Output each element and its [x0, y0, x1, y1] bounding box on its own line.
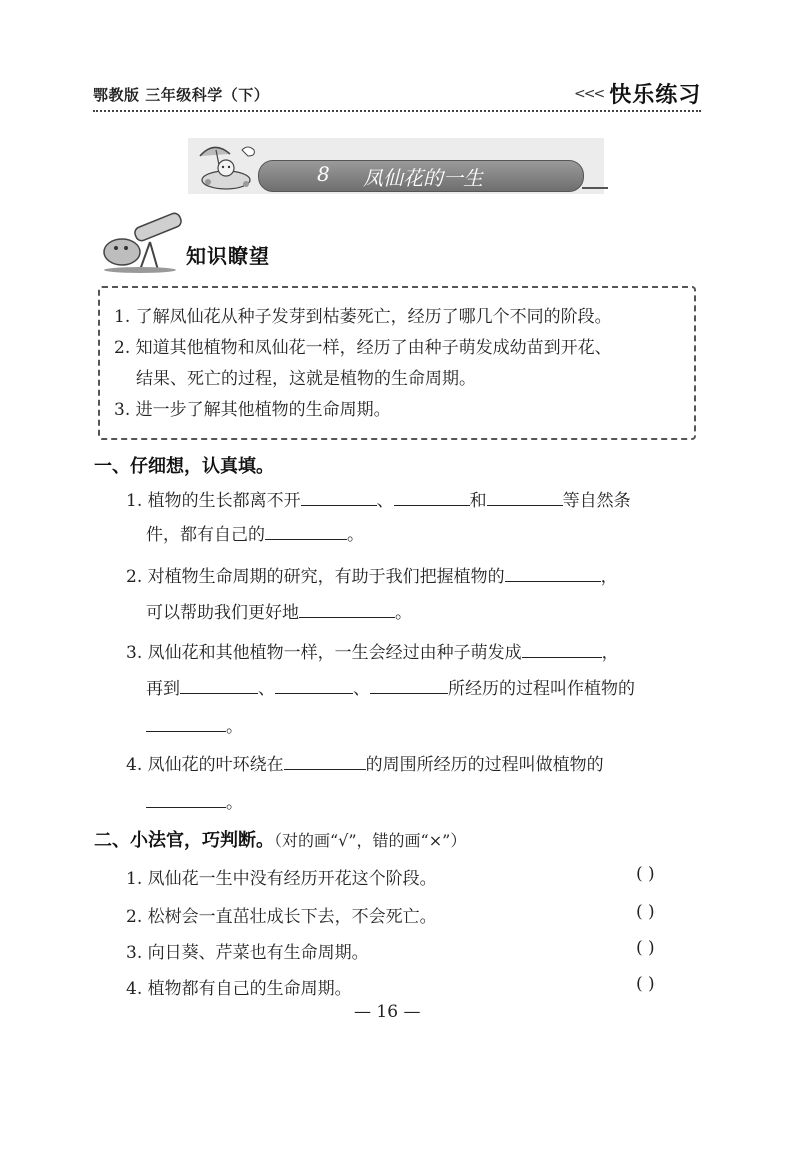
question-3-line-2: 再到 、 、 所经历的过程叫作植物的: [146, 674, 635, 699]
question-4-line-2: 。: [146, 788, 243, 813]
knowledge-line-1: 1. 了解凤仙花从种子发芽到枯萎死亡，经历了哪几个不同的阶段。: [114, 307, 612, 327]
section-2-header: [94, 826, 466, 852]
blank[interactable]: [394, 486, 470, 506]
lesson-title-banner: [258, 160, 584, 192]
knowledge-box: [98, 286, 696, 440]
blank[interactable]: [146, 788, 226, 808]
question-3-line-1: 3. 凤仙花和其他植物一样，一生会经过由种子萌发成 ，: [126, 638, 619, 663]
telescope-illustration-icon: [100, 212, 186, 274]
blank[interactable]: [370, 674, 448, 694]
blank[interactable]: [299, 598, 395, 618]
blank[interactable]: [284, 750, 366, 770]
knowledge-heading: 知识瞭望: [186, 244, 270, 268]
character-illustration-icon: [196, 140, 260, 192]
blank[interactable]: [275, 674, 353, 694]
page-number: — 16 —: [354, 1002, 421, 1022]
book-title: 鄂教版 三年级科学（下）: [93, 86, 270, 104]
question-4-line-1: 4. 凤仙花的叶环绕在 的周围所经历的过程叫做植物的: [126, 750, 604, 775]
blank[interactable]: [146, 712, 226, 732]
question-3-line-3: 。: [146, 712, 243, 737]
lesson-title: 凤仙花的一生: [363, 166, 483, 190]
lesson-number: 8: [317, 162, 330, 186]
question-1-line-1: 1. 植物的生长都离不开 、 和 等自然条: [126, 486, 631, 511]
answer-parens-1[interactable]: ( ): [636, 864, 655, 884]
banner-underline: [582, 187, 608, 189]
knowledge-line-3: 结果、死亡的过程，这就是植物的生命周期。: [136, 369, 476, 389]
chevrons-icon: <<<: [574, 85, 604, 102]
answer-parens-4[interactable]: ( ): [636, 974, 655, 994]
brand-title: 快乐练习: [609, 83, 702, 108]
question-2-line-2: 可以帮助我们更好地 。: [146, 598, 412, 623]
section-2-note: （对的画“√”，错的画“×”）: [274, 831, 467, 850]
blank[interactable]: [180, 674, 258, 694]
knowledge-line-2: 2. 知道其他植物和凤仙花一样，经历了由种子萌发成幼苗到开花、: [114, 338, 612, 358]
blank[interactable]: [487, 486, 563, 506]
knowledge-line-4: 3. 进一步了解其他植物的生命周期。: [114, 400, 391, 420]
judge-item-4: 4. 植物都有自己的生命周期。: [126, 979, 352, 999]
question-2-line-1: 2. 对植物生命周期的研究，有助于我们把握植物的 ，: [126, 562, 618, 587]
blank[interactable]: [522, 638, 602, 658]
question-1-line-2: 件，都有自己的 。: [146, 520, 364, 545]
answer-parens-2[interactable]: ( ): [636, 902, 655, 922]
judge-item-1: 1. 凤仙花一生中没有经历开花这个阶段。: [126, 869, 437, 889]
judge-item-2: 2. 松树会一直茁壮成长下去，不会死亡。: [126, 907, 437, 927]
header-divider: [93, 110, 701, 112]
answer-parens-3[interactable]: ( ): [636, 938, 655, 958]
blank[interactable]: [265, 520, 347, 540]
blank[interactable]: [301, 486, 377, 506]
section-1-heading: 一、仔细想，认真填。: [94, 456, 274, 477]
blank[interactable]: [505, 562, 601, 582]
brand-area: [574, 78, 701, 109]
judge-item-3: 3. 向日葵、芹菜也有生命周期。: [126, 943, 369, 963]
section-2-heading: 二、小法官，巧判断。: [94, 830, 274, 851]
